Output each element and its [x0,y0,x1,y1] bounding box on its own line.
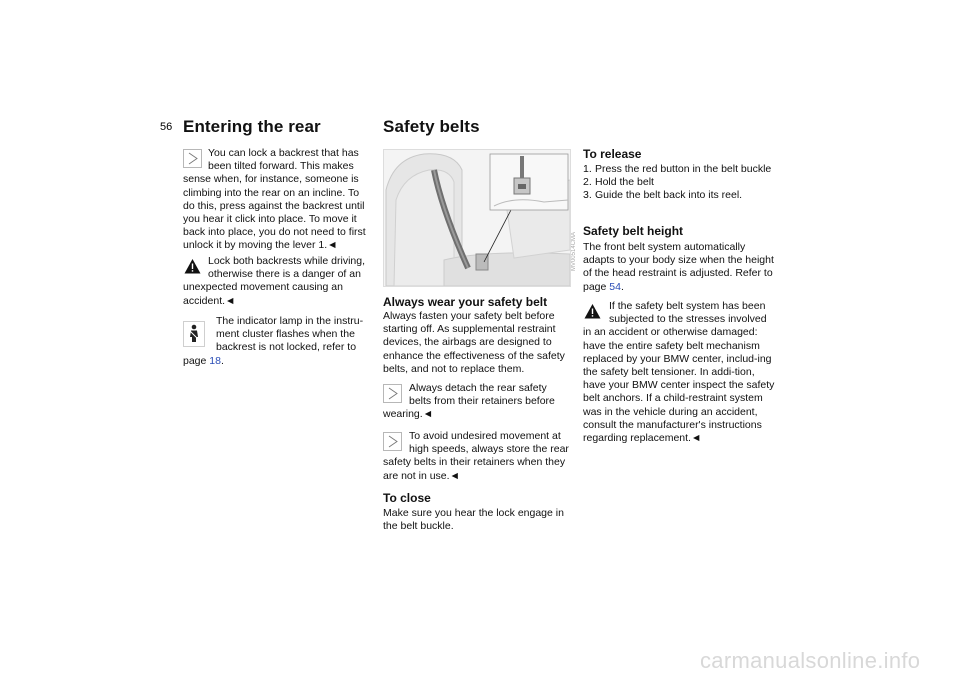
page-number: 56 [160,121,173,133]
end-mark: ◄ [422,408,434,421]
seatbelt-indicator-icon [183,321,205,347]
note-text-line: ment cluster flashes when the [216,328,355,341]
end-mark: ◄ [225,294,236,307]
footer-watermark: carmanualsonline.info [700,648,921,673]
warning-icon [183,257,202,276]
step-item: 2. Hold the belt [583,176,654,189]
note-text: . [220,354,224,367]
steps-to-release [583,163,775,203]
page-link[interactable]: 18 [209,354,221,367]
note-text-line: Always detach the rear safety [409,382,547,394]
note-triangle-icon [383,432,402,451]
note-text: wearing. [383,408,423,421]
warning-belt-replacement [583,300,775,445]
note-text-line: To avoid undesired movement at [409,430,561,442]
step-item: 3. Guide the belt back into its reel. [583,189,743,202]
section-title-safety-belts: Safety belts [383,117,480,136]
note-text-line: been tilted forward. This makes [208,160,354,173]
note-indicator-lamp [183,315,373,368]
note-detach-rear-belts [383,382,575,422]
end-mark: ◄ [327,239,338,252]
warning-text-line: Lock both backrests while driving, [208,255,365,267]
warning-text-line: subjected to the stresses involved [609,313,767,326]
safety-belt-photo [383,149,571,287]
note-text-line: high speeds, always store the rear [409,443,569,456]
end-mark: ◄ [449,469,460,482]
subheading-to-release: To release [583,147,642,161]
paragraph-belt-height: The front belt system automatically adapts to your body size when the height of the head restraint is adjusted. Refer to page 54. [583,241,774,293]
image-code: MV00514CMA [571,232,577,272]
warning-icon [583,302,602,321]
warning-text: unexpected movement causing an accident. [183,281,343,307]
subheading-to-close: To close [383,491,431,505]
note-text-line: You can lock a backrest that has [208,147,359,159]
note-backrest-lock [183,147,373,253]
note-text-line: The indicator lamp in the instru- [216,315,364,327]
note-store-rear-belts [383,430,575,483]
paragraph-always-wear: Always fasten your safety belt before starting off. As supplemental restraint devices, the airbags are designed to enhance the effectiveness of the safety belts, and not to replace them. [383,310,565,375]
note-triangle-icon [383,384,402,403]
note-text: sense when, for instance, someone is climbing into the rear on an incline. To do this, press against the backrest until you hear it click into place. To move it back into place, you do not need to first unlock it by moving the lever 1. [183,173,366,252]
step-item: 1. Press the red button in the belt buckle [583,163,772,175]
note-text: safety belts in their retainers when they are not in use. [383,456,566,482]
note-text-line: backrest is not locked, refer to [216,341,357,354]
section-title-entering-rear: Entering the rear [183,117,321,136]
note-text-line: belts from their retainers before [409,395,555,408]
warning-text-line: If the safety belt system has been [609,300,766,312]
warning-backrest [183,255,373,308]
paragraph-to-close: Make sure you hear the lock engage in the belt buckle. [383,507,564,533]
subheading-belt-height: Safety belt height [583,224,684,238]
warning-text: in an accident or otherwise damaged: have the entire safety belt mechanism replaced by your BMW center, includ-ing the safety belt tensioner. In addi-tion, have your BMW center inspect the safety belt anchors. If a child-restraint system was in the vehicle during an accident, consult the manufacturer's instructions regarding replacement. [583,326,775,445]
subheading-always-wear: Always wear your safety belt [383,295,548,309]
note-text: page [183,354,210,367]
page-link[interactable]: 54 [609,280,621,293]
end-mark: ◄ [690,432,702,445]
warning-text-line: otherwise there is a danger of an [208,268,361,281]
